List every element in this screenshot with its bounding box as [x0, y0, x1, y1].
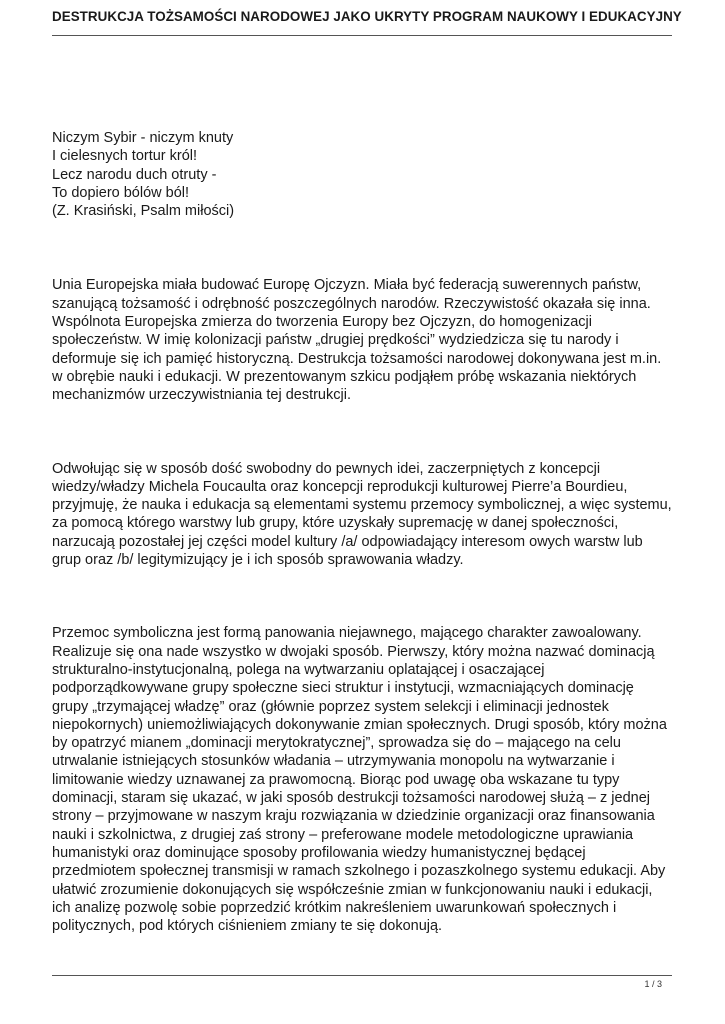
- epigraph-line: Lecz narodu duch otruty -: [52, 166, 217, 183]
- paragraph-theory: Odwołując się w sposób dość swobodny do pewnych idei, zaczerpniętych z koncepcji wiedzy/władzy Michela Foucaulta oraz koncepcji reprodukcji kulturowej Pierre’a Bourdieu, przyjmuję, że nauka i edukacja są elementami systemu przemocy symbolicznej, a więc systemu, za pomocą którego warstwy lub grupy, które uzyskały supremację w danej społeczności, narzucają pozostałej jej części model kultury /a/ odpowiadający interesom owych warstw lub grup oraz /b/ legitymizujący je i ich sposób sprawowania władzy.: [52, 460, 672, 569]
- header-divider: [52, 35, 672, 36]
- epigraph-attribution: (Z. Krasiński, Psalm miłości): [52, 203, 235, 220]
- epigraph: [52, 129, 672, 220]
- paragraph-symbolic-violence: Przemoc symboliczna jest formą panowania niejawnego, mającego charakter zawoalowany. Realizuje się ona nade wszystko w dwojaki sposób. Pierwszy, który można nazwać dominacją strukturalno-instytucjonalną, polega na wytwarzaniu oplatającej i osaczającej podporządkowywane grupy społeczne sieci struktur i instytucji, wzmacniających dominację grupy „trzymającej władzę” oraz (głównie poprzez system selekcji i eliminacji jednostek niepokornych) uniemożliwiających dokonywanie zmian społecznych. Drugi sposób, który można by opatrzyć mianem „dominacji merytokratycznej”, sprowadza się do – mającego na celu utrwalanie istniejących stosunków władania – utrzymywania monopolu na wytwarzanie i limitowanie wiedzy uznawanej za prawomocną. Biorąc pod uwagę oba wskazane tu typy dominacji, staram się ukazać, w jaki sposób destrukcji tożsamości narodowej służą – z jednej strony – przyjmowane w naszym kraju rozwiązania w dziedzinie organizacji oraz finansowania nauki i szkolnictwa, z drugiej zaś strony – preferowane modele metodologiczne uprawiania humanistyki oraz dominujące sposoby profilowania wiedzy humanistycznej będącej przedmiotem społecznej transmisji w ramach szkolnego i pozaszkolnego systemu edukacji. Aby ułatwić zrozumienie dokonujących się współcześnie zmian w funkcjonowaniu nauki i edukacji, ich analizę pozwolę sobie poprzedzić krótkim nakreśleniem uwarunkowań społecznych i politycznych, pod których ciśnieniem zmiany te się dokonują.: [52, 625, 667, 935]
- epigraph-line: I cielesnych tortur król!: [52, 148, 198, 165]
- paragraph-intro: Unia Europejska miała budować Europę Ojczyzn. Miała być federacją suwerennych państw, szanującą tożsamość i odrębność poszczególnych narodów. Rzeczywistość okazała się inna. Wspólnota Europejska zmierza do tworzenia Europy bez Ojczyzn, do homogenizacji społeczeństw. W imię kolonizacji państw „drugiej prędkości” wydziedzicza się tu narody i deformuje się ich pamięć historyczną. Destrukcja tożsamości narodowej dokonywana jest m.in. w obrębie nauki i edukacji. W prezentowanym szkicu podjąłem próbę wskazania niektórych mechanizmów urzeczywistniania tej destrukcji.: [52, 277, 662, 404]
- epigraph-line: To dopiero bólów ból!: [52, 184, 190, 201]
- document-header-title: DESTRUKCJA TOŻSAMOŚCI NARODOWEJ JAKO UKRYTY PROGRAM NAUKOWY I EDUKACYJNY: [52, 9, 682, 24]
- footer-divider: [52, 975, 672, 976]
- page-number: 1 / 3: [644, 979, 662, 989]
- document-body: [52, 129, 672, 935]
- epigraph-line: Niczym Sybir - niczym knuty: [52, 130, 234, 146]
